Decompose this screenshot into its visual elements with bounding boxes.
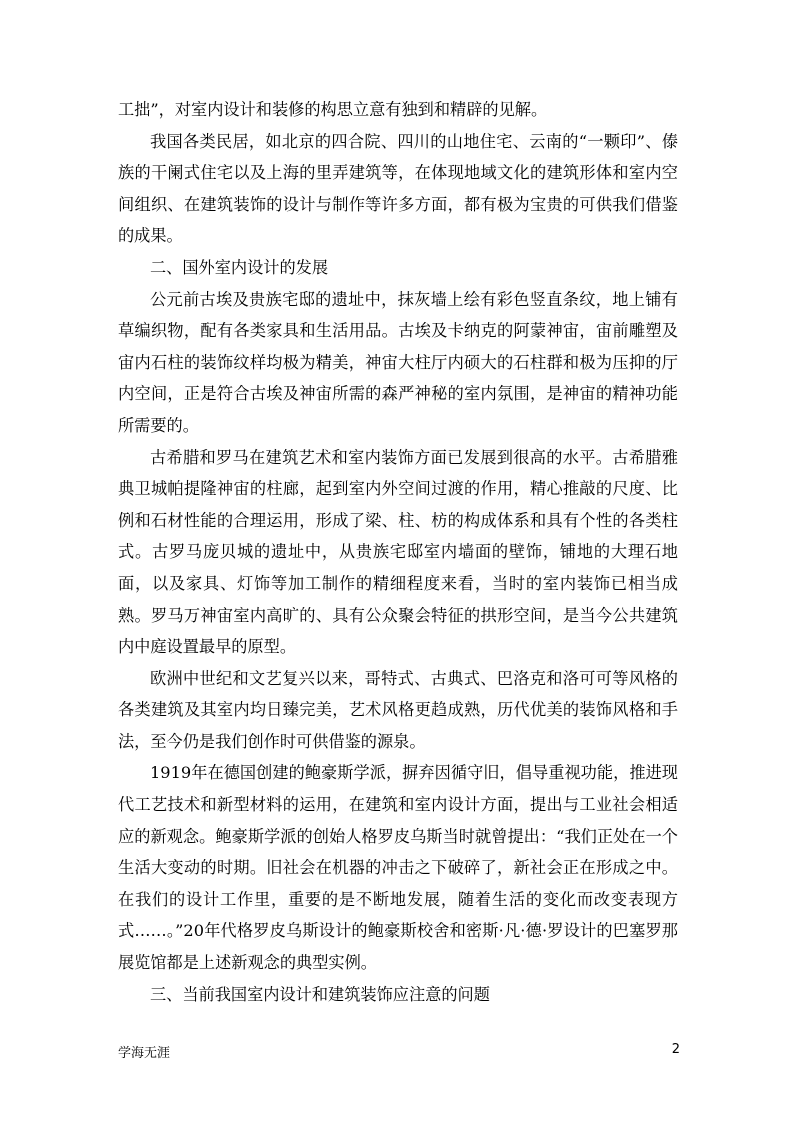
paragraph-ancient-egypt: 公元前古埃及贵族宅邸的遗址中，抹灰墙上绘有彩色竖直条纹，地上铺有草编织物，配有各类家具和生活用品。古埃及卡纳克的阿蒙神宙，宙前雕塑及宙内石柱的装饰纹样均极为精美，神宙大柱厅内硕大的石柱群和极为压抑的厅内空间，正是符合古埃及神宙所需的森严神秘的室内氛围，是神宙的精神功能所需要的。 [118, 289, 678, 435]
paragraph-folk-dwellings: 我国各类民居，如北京的四合院、四川的山地住宅、云南的“一颗印”、傣族的干阑式住宅以及上海的里弄建筑等，在体现地域文化的建筑形体和室内空间组织、在建筑装饰的设计与制作等许多方面，都有极为宝贵的可供我们借鉴的成果。 [118, 131, 678, 246]
paragraph-greece-rome: 古希腊和罗马在建筑艺术和室内装饰方面已发展到很高的水平。古希腊雅典卫城帕提隆神宙的柱廊，起到室内外空间过渡的作用，精心推敲的尺度、比例和石材性能的合理运用，形成了梁、柱、枋的构成体系和具有个性的各类柱式。古罗马庞贝城的遗址中，从贵族宅邸室内墙面的壁饰，铺地的大理石地面，以及家具、灯饰等加工制作的精细程度来看，当时的室内装饰已相当成熟。罗马万神宙室内高旷的、具有公众聚会特征的拱形空间，是当今公共建筑内中庭设置最早的原型。 [118, 447, 678, 657]
section-heading-foreign-design: 二、国外室内设计的发展 [150, 257, 329, 277]
paragraph-continuation: 工拙”，对室内设计和装修的构思立意有独到和精辟的见解。 [118, 100, 548, 119]
page-number: 2 [671, 1042, 680, 1057]
footer-motto: 学海无涯 [118, 1046, 171, 1061]
paragraph-bauhaus: 1919年在德国创建的鲍豪斯学派，摒弃因循守旧，倡导重视功能，推进现代工艺技术和新型材料的运用，在建筑和室内设计方面，提出与工业社会相适应的新观念。鲍豪斯学派的创始人格罗皮乌斯当时就曾提出：“我们正处在一个生活大变动的时期。旧社会在机器的冲击之下破碎了，新社会正在形成之中。在我们的设计工作里，重要的是不断地发展，随着生活的变化而改变表现方式……。”20年代格罗皮乌斯设计的鲍豪斯校舍和密斯·凡·德·罗设计的巴塞罗那展览馆都是上述新观念的典型实例。 [118, 763, 678, 973]
document-body [118, 94, 678, 1010]
paragraph-medieval-renaissance: 欧洲中世纪和文艺复兴以来，哥特式、古典式、巴洛克和洛可可等风格的各类建筑及其室内均日臻完美，艺术风格更趋成熟，历代优美的装饰风格和手法，至今仍是我们创作时可供借鉴的源泉。 [118, 668, 678, 751]
section-heading-current-issues: 三、当前我国室内设计和建筑装饰应注意的问题 [150, 984, 490, 1004]
